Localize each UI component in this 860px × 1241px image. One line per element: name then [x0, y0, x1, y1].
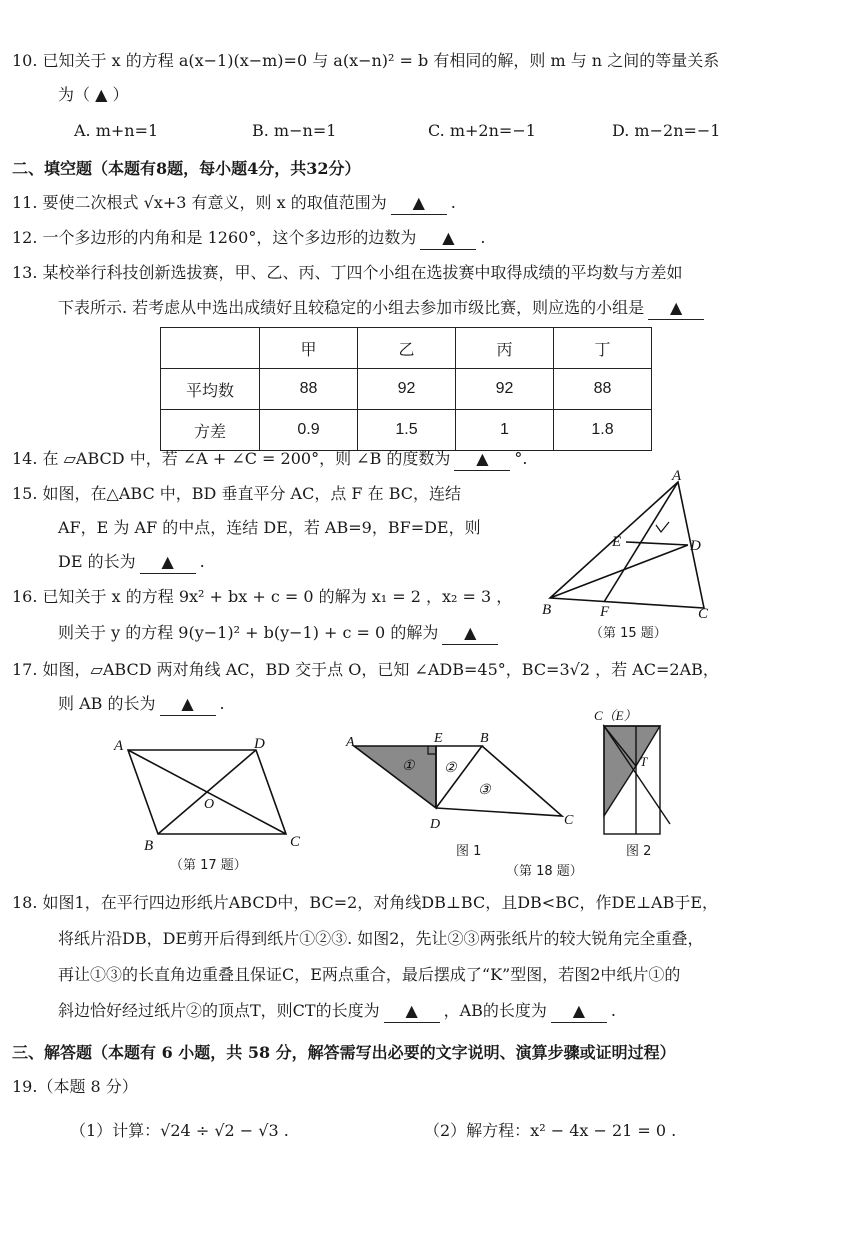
table-cell: 方差 — [161, 410, 260, 451]
fig18-caption: （第 18 题） — [506, 864, 583, 879]
label-c: C — [698, 606, 709, 620]
q18-line2: 将纸片沿DB，DE剪开后得到纸片①②③. 如图2，先让②③两张纸片的较大锐角完全重叠， — [58, 929, 704, 948]
q13-blank[interactable]: ▲ — [648, 297, 704, 320]
q18-line4 — [58, 1000, 616, 1023]
fig18-2-caption: 图 2 — [626, 844, 652, 859]
section3-heading: 三、解答题（本题有 6 小题，共 58 分，解答需写出必要的文字说明、演算步骤或证明过程） — [12, 1043, 676, 1062]
q12-blank[interactable]: ▲ — [420, 227, 476, 250]
q18-blank1[interactable]: ▲ — [384, 1000, 440, 1023]
q18-blank2[interactable]: ▲ — [551, 1000, 607, 1023]
table-cell: 1 — [456, 410, 554, 451]
table-cell: 平均数 — [161, 369, 260, 410]
label-ce: C（E） — [594, 708, 637, 723]
q18-post: . — [610, 1001, 617, 1020]
label-e: E — [434, 732, 443, 746]
q15-post: . — [199, 552, 205, 571]
q14-text: 14. 在 ▱ABCD 中，若 ∠A + ∠C = 200°，则 ∠B 的度数为 — [12, 449, 451, 468]
fig17-caption: （第 17 题） — [170, 858, 247, 873]
label-c: C — [564, 813, 574, 828]
table-row — [161, 410, 652, 451]
q10-line2: 为（ ▲ ） — [58, 85, 129, 104]
table-row — [161, 328, 652, 369]
label-piece-2: ② — [444, 761, 457, 776]
q11-text: 11. 要使二次根式 √x+3 有意义，则 x 的取值范围为 — [12, 193, 387, 212]
table-cell: 1.5 — [358, 410, 456, 451]
q13-line1: 13. 某校举行科技创新选拔赛，甲、乙、丙、丁四个小组在选拔赛中取得成绩的平均数与方差如 — [12, 263, 683, 282]
q16-blank[interactable]: ▲ — [442, 622, 498, 645]
q17-line1: 17. 如图，▱ABCD 两对角线 AC，BD 交于点 O，已知 ∠ADB=45°，BC=3√2 ，若 AC=2AB， — [12, 660, 719, 679]
q13-table — [160, 327, 652, 451]
figure-18-2 — [594, 706, 674, 836]
q14-post: °. — [514, 449, 528, 468]
table-cell: 乙 — [358, 328, 456, 369]
table-cell: 丙 — [456, 328, 554, 369]
label-d: D — [430, 817, 441, 832]
table-row — [161, 369, 652, 410]
q14-blank[interactable]: ▲ — [454, 448, 510, 471]
q13-line2-text: 下表所示. 若考虑从中选出成绩好且较稳定的小组去参加市级比赛，则应选的小组是 — [58, 298, 645, 317]
table-cell: 92 — [358, 369, 456, 410]
label-b: B — [144, 838, 154, 851]
q16-line1: 16. 已知关于 x 的方程 9x² + bx + c = 0 的解为 x₁ = 2 ，x₂ = 3 ， — [12, 587, 513, 606]
q17-blank[interactable]: ▲ — [160, 693, 216, 716]
q18-line1: 18. 如图1，在平行四边形纸片ABCD中，BC=2，对角线DB⊥BC，且DB<BC，作DE⊥AB于E， — [12, 893, 719, 912]
section2-heading: 二、填空题（本题有8题，每小题4分，共32分） — [12, 159, 361, 178]
q12-post: . — [480, 228, 486, 247]
label-a: A — [114, 738, 124, 754]
table-cell: 88 — [554, 369, 652, 410]
figure-17 — [108, 736, 318, 851]
table-cell: 92 — [456, 369, 554, 410]
q15-line3-text: DE 的长为 — [58, 552, 136, 571]
q15-line3 — [58, 551, 205, 574]
q19-part1: （1）计算：√24 ÷ √2 − √3 . — [70, 1121, 289, 1140]
figure-15 — [538, 470, 718, 620]
fig15-caption: （第 15 题） — [590, 626, 667, 641]
q10-line1: 10. 已知关于 x 的方程 a(x−1)(x−m)=0 与 a(x−n)² = b 有相同的解，则 m 与 n 之间的等量关系 — [12, 51, 720, 70]
q13-line2 — [58, 297, 708, 320]
label-piece-3: ③ — [478, 783, 491, 798]
label-d: D — [254, 736, 265, 752]
label-b: B — [542, 602, 552, 618]
label-f: F — [600, 604, 610, 620]
q10-option-a: A. m+n=1 — [74, 121, 159, 140]
q10-option-c: C. m+2n=−1 — [428, 121, 536, 140]
q16-line2-text: 则关于 y 的方程 9(y−1)² + b(y−1) + c = 0 的解为 — [58, 623, 439, 642]
fig18-1-caption: 图 1 — [456, 844, 482, 859]
label-c: C — [290, 834, 301, 850]
q10-option-d: D. m−2n=−1 — [612, 121, 721, 140]
label-o: O — [204, 797, 215, 812]
q12 — [12, 227, 485, 250]
label-piece-1: ① — [402, 759, 415, 774]
label-t: T — [640, 754, 648, 769]
q15-line2: AF，E 为 AF 的中点，连结 DE，若 AB=9，BF=DE，则 — [58, 518, 481, 537]
q16-line2 — [58, 622, 502, 645]
table-cell — [161, 328, 260, 369]
label-e: E — [612, 534, 622, 550]
q17-post: . — [219, 694, 225, 713]
q19-part2: （2）解方程：x² − 4x − 21 = 0 . — [424, 1121, 677, 1140]
q15-blank[interactable]: ▲ — [140, 551, 196, 574]
q18-line3: 再让①③的长直角边重叠且保证C，E两点重合，最后摆成了“K”型图，若图2中纸片①的 — [58, 965, 681, 984]
q19-title: 19.（本题 8 分） — [12, 1077, 138, 1096]
table-cell: 丁 — [554, 328, 652, 369]
q17-line2 — [58, 693, 225, 716]
label-d: D — [690, 538, 701, 554]
label-a: A — [672, 470, 682, 484]
q15-line1: 15. 如图，在△ABC 中，BD 垂直平分 AC，点 F 在 BC，连结 — [12, 484, 461, 503]
q11 — [12, 192, 456, 215]
table-cell: 1.8 — [554, 410, 652, 451]
table-cell: 88 — [260, 369, 358, 410]
figure-18-1 — [342, 732, 582, 842]
label-a: A — [346, 735, 355, 750]
table-cell: 甲 — [260, 328, 358, 369]
q18-line4b: ，AB的长度为 — [443, 1001, 547, 1020]
q10-option-b: B. m−n=1 — [252, 121, 337, 140]
table-cell: 0.9 — [260, 410, 358, 451]
q14 — [12, 448, 528, 471]
q17-line2-text: 则 AB 的长为 — [58, 694, 156, 713]
q12-text: 12. 一个多边形的内角和是 1260°，这个多边形的边数为 — [12, 228, 417, 247]
q11-blank[interactable]: ▲ — [391, 192, 447, 215]
q11-post: . — [450, 193, 456, 212]
label-b: B — [480, 732, 489, 746]
q18-line4a: 斜边恰好经过纸片②的顶点T，则CT的长度为 — [58, 1001, 380, 1020]
